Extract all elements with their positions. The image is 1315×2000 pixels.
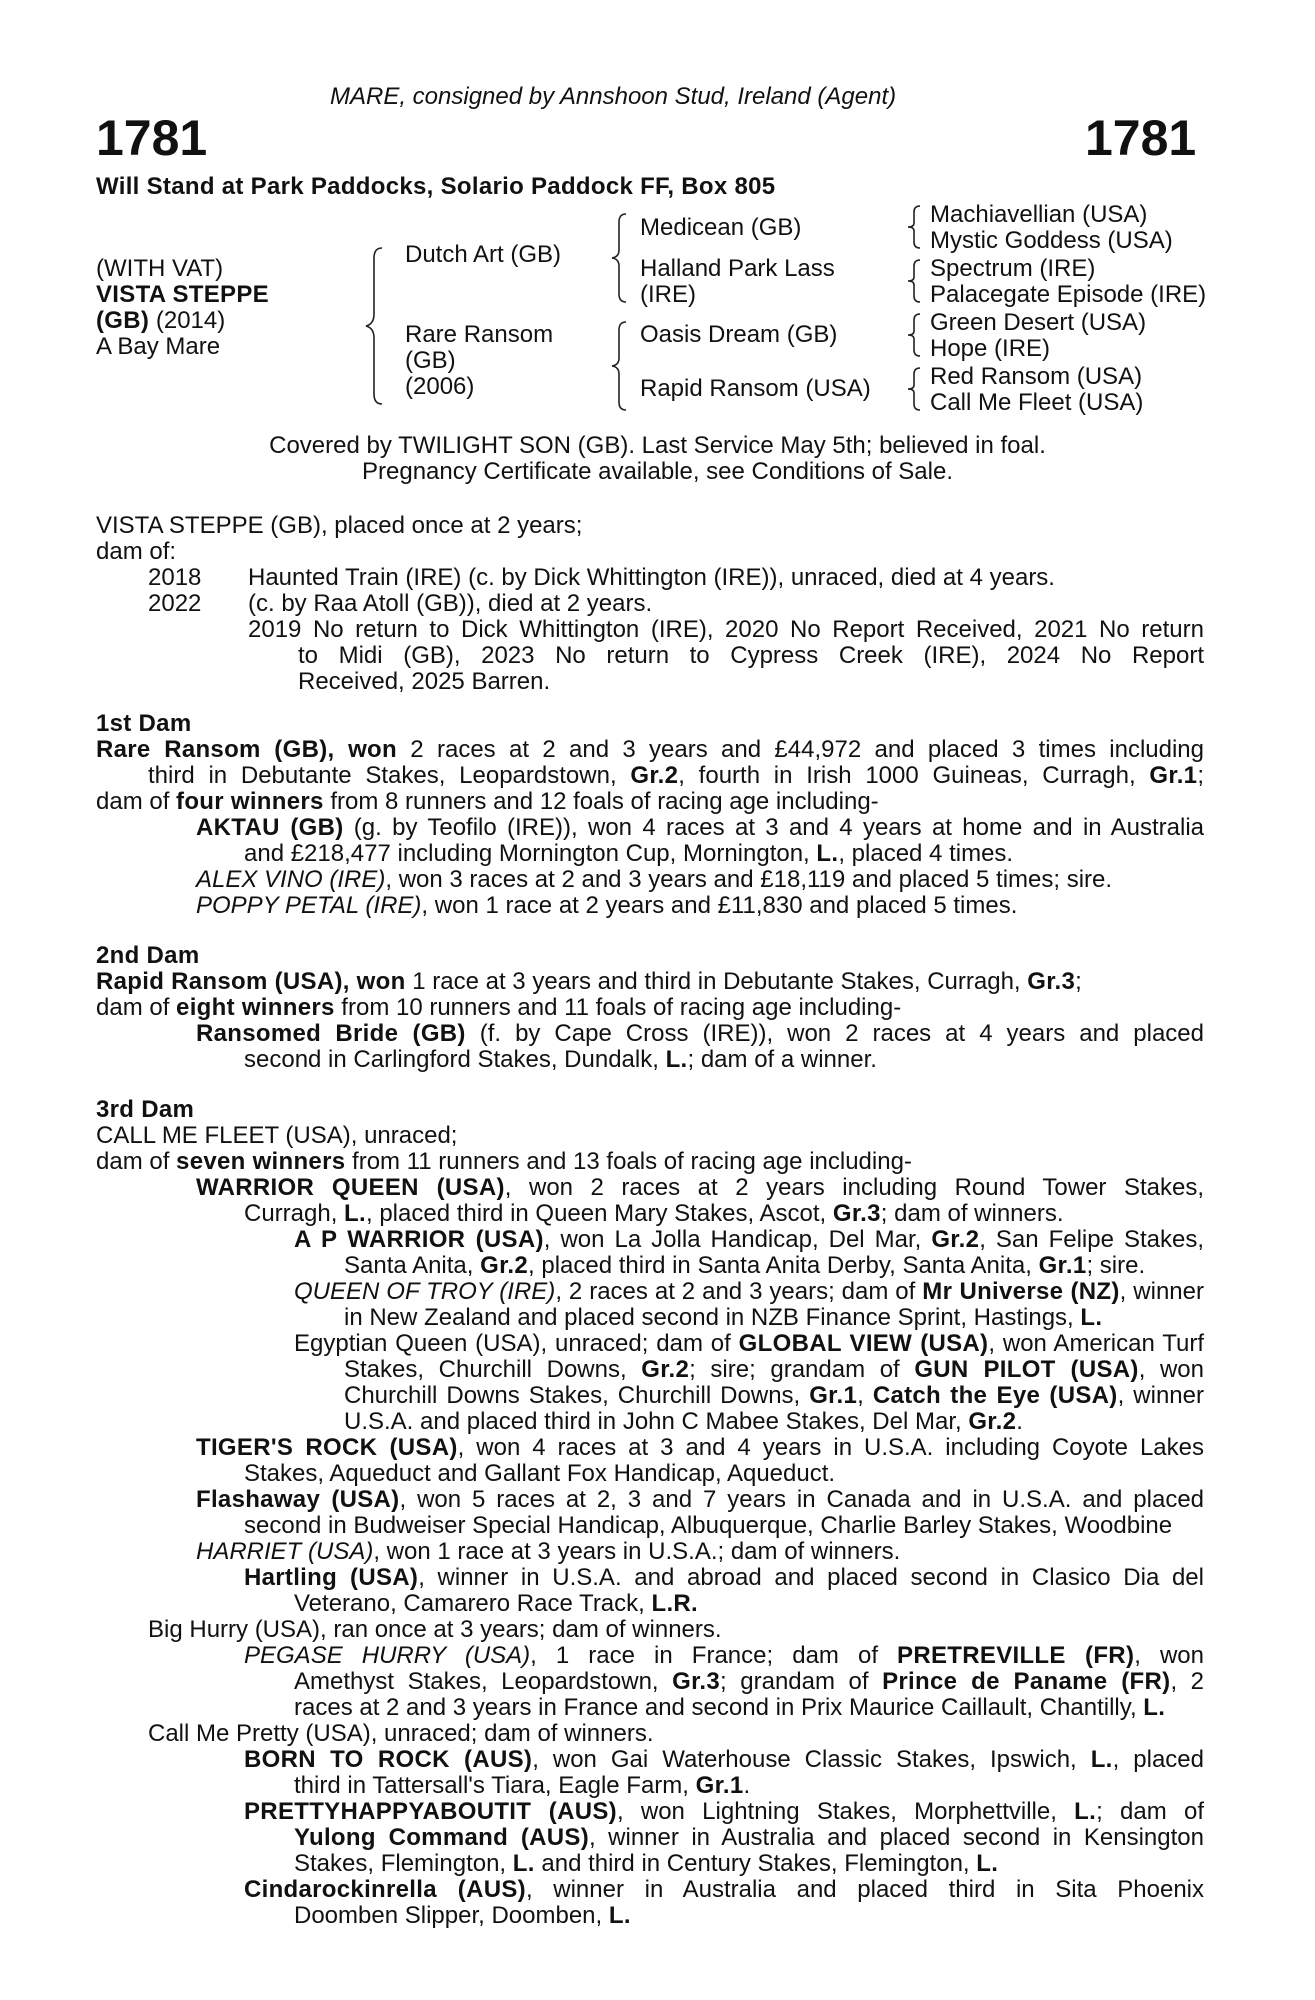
- ap-warrior-line1: A P WARRIOR (USA), won La Jolla Handicap, Del Mar, Gr.2, San Felipe Stakes,: [294, 1227, 1204, 1253]
- produce-row-2018: 2018 Haunted Train (IRE) (c. by Dick Whittington (IRE)), unraced, died at 4 years.: [148, 564, 1055, 591]
- second-dam-section: [96, 943, 1204, 1073]
- harriet-line: HARRIET (USA), won 1 race at 3 years in U.S.A.; dam of winners.: [196, 1538, 901, 1565]
- cindarockinrella-line1: Cindarockinrella (AUS), winner in Australia and placed third in Sita Phoenix: [244, 1877, 1204, 1903]
- poppy-petal-line: POPPY PETAL (IRE), won 1 race at 2 years and £11,830 and placed 5 times.: [196, 892, 1018, 919]
- third-dam-line1: CALL ME FLEET (USA), unraced;: [96, 1122, 458, 1149]
- brace-gen3-a: [904, 204, 924, 250]
- produce-notes-line2: to Midi (GB), 2023 No return to Cypress Creek (IRE), 2024 No Report: [298, 643, 1204, 669]
- second-dam-heading: 2nd Dam: [96, 942, 200, 969]
- pedigree-ddd: Call Me Fleet (USA): [930, 389, 1144, 416]
- aktau-line1: AKTAU (GB) (g. by Teofilo (IRE)), won 4 races at 3 and 4 years at home and in Australia: [196, 815, 1204, 841]
- hartling-line2: Veterano, Camarero Race Track, L.R.: [294, 1590, 699, 1617]
- big-hurry-line: Big Hurry (USA), ran once at 3 years; dam of winners.: [148, 1616, 722, 1643]
- egyptian-queen-line3: Churchill Downs Stakes, Churchill Downs, Gr.1, Catch the Eye (USA), winner: [344, 1383, 1204, 1409]
- second-dam-line2: dam of eight winners from 10 runners and 11 foals of racing age including-: [96, 994, 902, 1021]
- covering-line2: Pregnancy Certificate available, see Conditions of Sale.: [362, 458, 953, 485]
- lot-number-right: 1781: [1085, 110, 1197, 166]
- ap-warrior-line2: Santa Anita, Gr.2, placed third in Santa Anita Derby, Santa Anita, Gr.1; sire.: [344, 1252, 1146, 1279]
- covering-line1: Covered by TWILIGHT SON (GB). Last Service May 5th; believed in foal.: [269, 432, 1046, 459]
- first-dam-line1: Rare Ransom (GB), won 2 races at 2 and 3 years and £44,972 and placed 3 times including: [96, 737, 1204, 763]
- flashaway-line2: second in Budweiser Special Handicap, Albuquerque, Charlie Barley Stakes, Woodbine: [244, 1512, 1173, 1539]
- brace-gen3-d: [904, 366, 924, 412]
- pedigree-sire-dam-line1: Halland Park Lass: [640, 255, 835, 282]
- horse-description: A Bay Mare: [96, 333, 221, 360]
- produce-dam-of: dam of:: [96, 538, 177, 565]
- pedigree-sire: Dutch Art (GB): [405, 241, 562, 268]
- produce-notes-line1: 2019 No return to Dick Whittington (IRE), 2020 No Report Received, 2021 No return: [248, 617, 1204, 643]
- pedigree-dds: Red Ransom (USA): [930, 363, 1143, 390]
- pedigree-sdd: Palacegate Episode (IRE): [930, 281, 1207, 308]
- first-dam-heading: 1st Dam: [96, 710, 192, 737]
- second-dam-line1: Rapid Ransom (USA), won 1 race at 3 years and third in Debutante Stakes, Curragh, Gr.3;: [96, 968, 1082, 995]
- warrior-queen-line2: Curragh, L., placed third in Queen Mary Stakes, Ascot, Gr.3; dam of winners.: [244, 1200, 1064, 1227]
- stand-location: Will Stand at Park Paddocks, Solario Paddock FF, Box 805: [96, 173, 776, 200]
- pedigree-ssd: Mystic Goddess (USA): [930, 227, 1173, 254]
- first-dam-line3: dam of four winners from 8 runners and 12 foals of racing age including-: [96, 788, 879, 815]
- third-dam-heading: 3rd Dam: [96, 1096, 195, 1123]
- egyptian-queen-line1: Egyptian Queen (USA), unraced; dam of GLOBAL VIEW (USA), won American Turf: [294, 1331, 1204, 1357]
- alex-vino-line: ALEX VINO (IRE), won 3 races at 2 and 3 years and £18,119 and placed 5 times; sire.: [196, 866, 1113, 893]
- pedigree-dam-line2: (GB): [405, 347, 456, 374]
- flashaway-line1: Flashaway (USA), won 5 races at 2, 3 and 7 years in Canada and in U.S.A. and placed: [196, 1487, 1204, 1513]
- pedigree-dss: Green Desert (USA): [930, 309, 1147, 336]
- produce-notes-line3: Received, 2025 Barren.: [298, 668, 551, 695]
- pegase-hurry-line3: races at 2 and 3 years in France and second in Prix Maurice Caillault, Chantilly, L.: [294, 1694, 1166, 1721]
- queen-of-troy-line1: QUEEN OF TROY (IRE), 2 races at 2 and 3 years; dam of Mr Universe (NZ), winner: [294, 1279, 1204, 1305]
- egyptian-queen-line4: U.S.A. and placed third in John C Mabee Stakes, Del Mar, Gr.2.: [344, 1408, 1023, 1435]
- yulong-command-line2: Stakes, Flemington, L. and third in Century Stakes, Flemington, L.: [294, 1850, 999, 1877]
- pedigree-sire-dam-line2: (IRE): [640, 281, 696, 308]
- hartling-line1: Hartling (USA), winner in U.S.A. and abroad and placed second in Clasico Dia del: [244, 1565, 1204, 1591]
- produce-intro: VISTA STEPPE (GB), placed once at 2 years;: [96, 512, 583, 539]
- pedigree-dam-line1: Rare Ransom: [405, 321, 554, 348]
- call-me-pretty-line: Call Me Pretty (USA), unraced; dam of winners.: [148, 1720, 654, 1747]
- horse-origin-year: [96, 308, 225, 334]
- horse-origin: (GB): [96, 307, 150, 334]
- pedigree-dsd: Hope (IRE): [930, 335, 1051, 362]
- born-to-rock-line1: BORN TO ROCK (AUS), won Gai Waterhouse Classic Stakes, Ipswich, L., placed: [244, 1747, 1204, 1773]
- horse-year: (2014): [155, 307, 226, 334]
- brace-gen2-dam: [608, 320, 632, 412]
- pedigree-dam-line3: (2006): [405, 373, 475, 400]
- pedigree-sire-sire: Medicean (GB): [640, 214, 802, 241]
- pedigree-sds: Spectrum (IRE): [930, 255, 1096, 282]
- first-dam-line2: third in Debutante Stakes, Leopardstown, Gr.2, fourth in Irish 1000 Guineas, Curragh, Gr.1;: [148, 763, 1204, 789]
- born-to-rock-line2: third in Tattersall's Tiara, Eagle Farm, Gr.1.: [294, 1772, 751, 1799]
- queen-of-troy-line2: in New Zealand and placed second in NZB Finance Sprint, Hastings, L.: [344, 1304, 1103, 1331]
- ransomed-bride-line2: second in Carlingford Stakes, Dundalk, L.; dam of a winner.: [244, 1046, 877, 1073]
- produce-section: [96, 513, 1204, 695]
- tigers-rock-line2: Stakes, Aqueduct and Gallant Fox Handicap, Aqueduct.: [244, 1460, 836, 1487]
- warrior-queen-line1: WARRIOR QUEEN (USA), won 2 races at 2 years including Round Tower Stakes,: [196, 1175, 1204, 1201]
- egyptian-queen-line2: Stakes, Churchill Downs, Gr.2; sire; grandam of GUN PILOT (USA), won: [344, 1357, 1204, 1383]
- aktau-line2: and £218,477 including Mornington Cup, Mornington, L., placed 4 times.: [244, 840, 1014, 867]
- consignment-line: MARE, consigned by Annshoon Stud, Ireland (Agent): [330, 83, 897, 110]
- brace-gen3-c: [904, 312, 924, 358]
- first-dam-section: [96, 711, 1204, 919]
- produce-row-2022: 2022 (c. by Raa Atoll (GB)), died at 2 years.: [148, 590, 653, 617]
- yulong-command-line1: Yulong Command (AUS), winner in Australia and placed second in Kensington: [294, 1825, 1204, 1851]
- pedigree-dam-dam: Rapid Ransom (USA): [640, 375, 871, 402]
- horse-name: VISTA STEPPE: [96, 281, 269, 308]
- pegase-hurry-line1: PEGASE HURRY (USA), 1 race in France; dam of PRETREVILLE (FR), won: [244, 1643, 1204, 1669]
- prettyhappyaboutit-line1: PRETTYHAPPYABOUTIT (AUS), won Lightning Stakes, Morphettville, L.; dam of: [244, 1799, 1204, 1825]
- cindarockinrella-line2: Doomben Slipper, Doomben, L.: [294, 1902, 631, 1929]
- tigers-rock-line1: TIGER'S ROCK (USA), won 4 races at 3 and 4 years in U.S.A. including Coyote Lakes: [196, 1435, 1204, 1461]
- pegase-hurry-line2: Amethyst Stakes, Leopardstown, Gr.3; grandam of Prince de Paname (FR), 2: [294, 1669, 1204, 1695]
- third-dam-line2: dam of seven winners from 11 runners and 13 foals of racing age including-: [96, 1148, 912, 1175]
- ransomed-bride-line1: Ransomed Bride (GB) (f. by Cape Cross (IRE)), won 2 races at 4 years and placed: [196, 1021, 1204, 1047]
- pedigree-sss: Machiavellian (USA): [930, 201, 1148, 228]
- third-dam-section: [96, 1097, 1204, 1929]
- brace-gen2-sire: [608, 212, 632, 304]
- brace-gen3-b: [904, 258, 924, 304]
- pedigree-dam-sire: Oasis Dream (GB): [640, 321, 838, 348]
- lot-number-left: 1781: [96, 110, 208, 166]
- brace-gen1: [362, 246, 392, 406]
- vat-label: (WITH VAT): [96, 255, 224, 282]
